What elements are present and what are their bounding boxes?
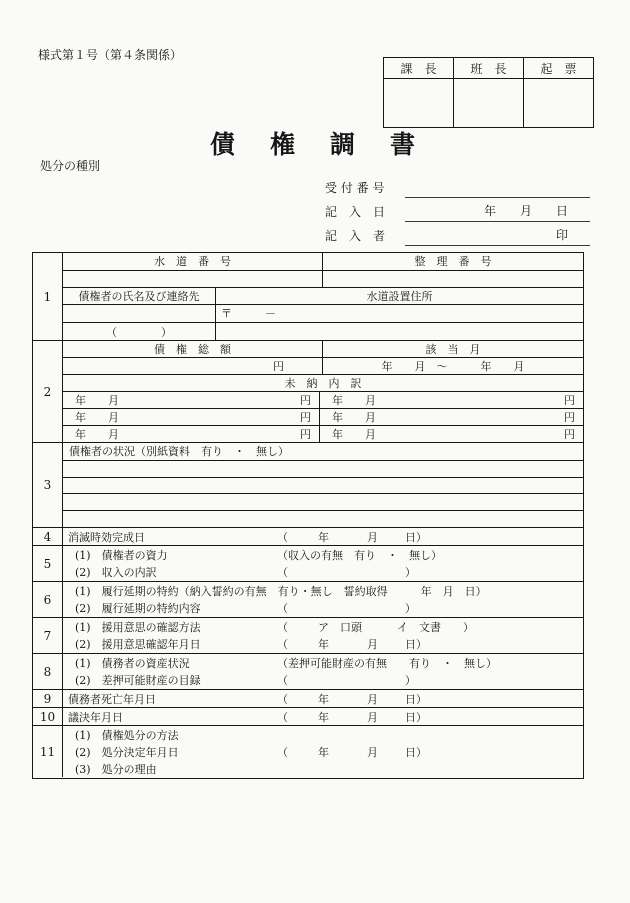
unpaid-ym-label: 年 月 bbox=[332, 394, 376, 407]
paren-open: （ bbox=[277, 566, 288, 580]
creditor-means-label: (1) 債権者の資力 bbox=[75, 548, 168, 562]
unpaid-yen-label: 円 bbox=[564, 428, 575, 441]
postal-code-label: 〒 － bbox=[221, 307, 276, 321]
unpaid-ym-label: 年 月 bbox=[75, 428, 119, 441]
unpaid-yen-label: 円 bbox=[300, 394, 311, 407]
paren-open: （ bbox=[277, 602, 288, 616]
section-5-number: 5 bbox=[33, 546, 63, 581]
deferral-covenant-label: (1) 履行延期の特約（納入誓約の有無 有り・無し 誓約取得 年 月 日） bbox=[75, 584, 487, 598]
resolution-date-label: 議決年月日 bbox=[68, 710, 123, 724]
entry-writer-label: 記 入 者 bbox=[325, 229, 386, 243]
year-unit: 年 bbox=[318, 530, 329, 544]
entry-date-field bbox=[405, 198, 590, 222]
section-3-number: 3 bbox=[33, 443, 63, 527]
entry-writer-field bbox=[405, 222, 590, 246]
reception-number-label: 受 付 番 号 bbox=[325, 181, 385, 195]
entry-date-row bbox=[325, 198, 590, 222]
section-4 bbox=[33, 528, 583, 546]
number-value-row bbox=[63, 271, 583, 288]
approval-stamp-table bbox=[383, 57, 594, 128]
reference-number-field bbox=[323, 271, 583, 287]
status-blank-row bbox=[63, 494, 583, 511]
unpaid-row bbox=[63, 392, 583, 409]
postal-row bbox=[63, 305, 583, 324]
creditor-name-label: 債権者の氏名及び連絡先 bbox=[78, 289, 200, 303]
unpaid-ym-label: 年 月 bbox=[75, 411, 119, 424]
income-yesno-note: （収入の有無 有り ・ 無し） bbox=[277, 548, 442, 562]
section-1-number: 1 bbox=[33, 253, 63, 340]
stamp-box-team-leader bbox=[454, 79, 524, 127]
status-blank-row bbox=[63, 461, 583, 478]
section-11-number: 11 bbox=[33, 726, 63, 777]
seizable-assets-note: （差押可能財産の有無 有り ・ 無し） bbox=[277, 656, 497, 670]
year-unit: 年 bbox=[318, 692, 329, 706]
disposal-decision-date-label: (2) 処分決定年月日 bbox=[75, 745, 179, 759]
reception-number-field bbox=[405, 174, 590, 198]
unpaid-breakdown-header bbox=[63, 375, 583, 392]
page-title: 債 権 調 書 bbox=[209, 130, 420, 159]
unpaid-yen-label: 円 bbox=[300, 411, 311, 424]
section-2 bbox=[33, 341, 583, 443]
stamp-header-section-chief: 課 長 bbox=[384, 58, 454, 78]
invocation-date-label: (2) 援用意思確認年月日 bbox=[75, 638, 201, 652]
yen-unit: 円 bbox=[273, 360, 284, 373]
paren-open: （ bbox=[277, 692, 288, 706]
claim-table bbox=[32, 252, 584, 779]
paren-close: ） bbox=[405, 602, 416, 616]
stamp-box-drafter bbox=[524, 79, 593, 127]
section-8 bbox=[33, 654, 583, 690]
disposal-method-label: (1) 債権処分の方法 bbox=[75, 728, 179, 742]
water-number-field bbox=[63, 271, 323, 287]
applicable-month-label: 該 当 月 bbox=[425, 343, 481, 356]
phone-parens: （ ） bbox=[106, 325, 172, 339]
day-unit-close: 日） bbox=[405, 745, 427, 759]
section-5 bbox=[33, 546, 583, 582]
unpaid-row bbox=[63, 426, 583, 442]
installation-address-label: 水道設置住所 bbox=[366, 289, 433, 303]
section-7-number: 7 bbox=[33, 618, 63, 653]
prescription-date-label: 消滅時効完成日 bbox=[68, 530, 145, 544]
reference-number-label: 整 理 番 号 bbox=[414, 255, 492, 269]
section-2-number: 2 bbox=[33, 341, 63, 442]
unpaid-yen-label: 円 bbox=[564, 411, 575, 424]
assets-list-label: (2) 差押可能財産の目録 bbox=[75, 674, 201, 688]
creditor-status-label: 債権者の状況（別紙資料 有り ・ 無し） bbox=[69, 445, 289, 459]
paren-open: （ bbox=[277, 674, 288, 688]
paren-open: （ bbox=[277, 638, 288, 652]
claim-total-label: 債 権 総 額 bbox=[154, 343, 231, 356]
status-blank-row bbox=[63, 511, 583, 527]
unpaid-ym-label: 年 月 bbox=[332, 428, 376, 441]
paren-open: （ bbox=[277, 530, 288, 544]
section-1 bbox=[33, 253, 583, 341]
day-unit-close: 日） bbox=[405, 530, 427, 544]
section-3 bbox=[33, 443, 583, 528]
disposition-type-label: 処分の種別 bbox=[40, 159, 101, 173]
section-10 bbox=[33, 708, 583, 726]
number-header-row bbox=[63, 253, 583, 271]
month-unit: 月 bbox=[367, 530, 378, 544]
day-unit-close: 日） bbox=[405, 692, 427, 706]
year-unit: 年 bbox=[318, 638, 329, 652]
entry-date-units: 年 月 日 bbox=[483, 204, 568, 218]
section-4-number: 4 bbox=[33, 528, 63, 545]
paren-close: ） bbox=[405, 674, 416, 688]
paren-open: （ bbox=[277, 710, 288, 724]
option-written: イ 文書 bbox=[397, 620, 441, 634]
address-field bbox=[216, 323, 583, 340]
total-value-row bbox=[63, 358, 583, 375]
seal-mark: 印 bbox=[555, 228, 568, 242]
form-number: 様式第１号（第４条関係） bbox=[38, 48, 183, 62]
section-11 bbox=[33, 726, 583, 777]
unpaid-yen-label: 円 bbox=[300, 428, 311, 441]
water-number-label: 水 道 番 号 bbox=[154, 255, 231, 269]
section-10-number: 10 bbox=[33, 708, 63, 725]
section-7 bbox=[33, 618, 583, 654]
reception-block bbox=[325, 174, 590, 246]
reception-number-row bbox=[325, 174, 590, 198]
stamp-header-row bbox=[384, 58, 593, 79]
section-9 bbox=[33, 690, 583, 708]
unpaid-row bbox=[63, 409, 583, 426]
phone-row bbox=[63, 323, 583, 340]
stamp-header-drafter: 起 票 bbox=[540, 61, 577, 76]
paren-close: ） bbox=[463, 620, 474, 634]
day-unit-close: 日） bbox=[405, 638, 427, 652]
debtor-death-date-label: 債務者死亡年月日 bbox=[68, 692, 156, 706]
income-detail-label: (2) 収入の内訳 bbox=[75, 566, 157, 580]
month-range: 年 月 ～ 年 月 bbox=[381, 360, 525, 373]
paren-open: （ bbox=[277, 745, 288, 759]
entry-writer-row bbox=[325, 222, 590, 246]
option-oral: ア 口頭 bbox=[318, 620, 362, 634]
unpaid-breakdown-label: 未 納 内 訳 bbox=[284, 377, 362, 390]
invocation-method-label: (1) 援用意思の確認方法 bbox=[75, 620, 201, 634]
year-unit: 年 bbox=[318, 745, 329, 759]
section-6-number: 6 bbox=[33, 582, 63, 617]
paren-close: ） bbox=[405, 566, 416, 580]
unpaid-ym-label: 年 月 bbox=[332, 411, 376, 424]
year-unit: 年 bbox=[318, 710, 329, 724]
month-unit: 月 bbox=[367, 692, 378, 706]
unpaid-ym-label: 年 月 bbox=[75, 394, 119, 407]
creditor-header-row bbox=[63, 288, 583, 305]
month-unit: 月 bbox=[367, 638, 378, 652]
unpaid-yen-label: 円 bbox=[564, 394, 575, 407]
section-9-number: 9 bbox=[33, 690, 63, 707]
disposal-reason-label: (3) 処分の理由 bbox=[75, 762, 157, 776]
section-8-number: 8 bbox=[33, 654, 63, 689]
stamp-body-row bbox=[384, 79, 593, 127]
section-6 bbox=[33, 582, 583, 618]
deferral-content-label: (2) 履行延期の特約内容 bbox=[75, 602, 201, 616]
status-blank-row bbox=[63, 478, 583, 495]
entry-date-label: 記 入 日 bbox=[325, 205, 386, 219]
stamp-box-section-chief bbox=[384, 79, 454, 127]
creditor-name-field bbox=[63, 305, 216, 323]
day-unit-close: 日） bbox=[405, 710, 427, 724]
stamp-header-team-leader: 班 長 bbox=[454, 58, 524, 78]
month-unit: 月 bbox=[367, 745, 378, 759]
paren-open: （ bbox=[277, 620, 288, 634]
debtor-assets-label: (1) 債務者の資産状況 bbox=[75, 656, 190, 670]
total-header-row bbox=[63, 341, 583, 358]
month-unit: 月 bbox=[367, 710, 378, 724]
